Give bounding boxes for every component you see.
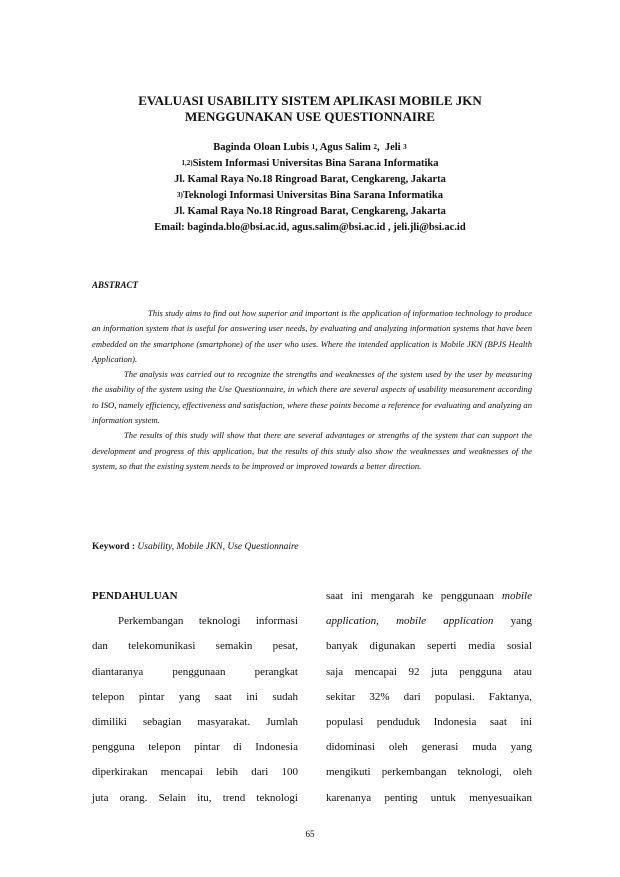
body-right-column	[326, 584, 532, 811]
right-line-1	[326, 584, 532, 609]
abstract-paragraph-1: This study aims to find out how superior and important is the application of information technology to produce an information system that is useful for answering user needs, by evaluating and analyzing information systems that have been embedded on the smartphone (smartphone) of the user who uses. Where the intended application is Mobile JKN (BPJS Health Application).	[92, 308, 532, 364]
affiliation-2-address: Jl. Kamal Raya No.18 Ringroad Barat, Cengkareng, Jakarta	[174, 206, 446, 217]
left-line-7: diperkirakan mencapai lebih dari 100	[92, 766, 298, 779]
right-line-5: sekitar 32% dari populasi. Faktanya,	[326, 690, 532, 703]
left-line-2: dan telekomunikasi semakin pesat,	[92, 640, 298, 653]
author-sup-3: 3	[403, 143, 407, 151]
left-line-8: juta orang. Selain itu, trend teknologi	[92, 791, 298, 804]
author-name-1: Baginda Oloan Lubis	[213, 142, 309, 153]
author-line: Baginda Oloan Lubis $^1$, Agus Salim $^2$, Jeli $^3$	[213, 142, 407, 153]
section-title: PENDAHULUAN	[92, 590, 178, 602]
author-name-2: Agus Salim	[319, 142, 371, 153]
right-line-6: populasi penduduk Indonesia saat ini	[326, 716, 532, 729]
abstract-paragraph-3: The results of this study will show that there are several advantages or strengths of the system that can support the development and progress of this application, but the results of this study also show the weaknesses and weaknesses of the system, so that the existing system needs to be improved or improved towards a better direction.	[92, 430, 532, 471]
affiliation-1-sup: 1,2)	[181, 159, 193, 167]
right-line-8: mengikuti perkembangan teknologi, oleh	[326, 766, 532, 779]
author-sup-2: 2	[373, 143, 377, 151]
left-line-5: dimiliki sebagian masyarakat. Jumlah	[92, 716, 298, 729]
affiliation-2-sup: 3)	[177, 191, 183, 199]
keyword-label: Keyword :	[92, 542, 136, 552]
right-line-2-italic-b: mobile application	[396, 615, 494, 628]
abstract-paragraph-2: The analysis was carried out to recognize the strengths and weaknesses of the system used by the user by measuring the usability of the system using the Use Questionnaire, in which there are several aspects of usability measurement according to ISO, namely efficiency, effectiveness and satisfaction, where these points become a reference for evaluating and analyzing an information system.	[92, 369, 532, 426]
right-line-1-italic: mobile	[502, 590, 532, 602]
right-line-3: banyak digunakan seperti media sosial	[326, 640, 532, 653]
right-line-2	[326, 609, 532, 634]
page-number: 65	[305, 829, 315, 839]
paper-title-line-1: EVALUASI USABILITY SISTEM APLIKASI MOBILE JKN	[138, 93, 482, 108]
author-sup-1: 1	[311, 143, 316, 151]
right-line-4: saja mencapai 92 juta pengguna atau	[326, 665, 532, 678]
right-line-9: karenanya penting untuk menyesuaikan	[326, 791, 532, 804]
body-left-column	[92, 584, 298, 811]
email-line: Email: baginda.blo@bsi.ac.id, agus.salim@bsi.ac.id , jeli.jli@bsi.ac.id	[154, 222, 466, 233]
right-line-1-text: saat ini mengarah ke penggunaan	[326, 590, 503, 602]
left-line-4: telepon pintar yang saat ini sudah	[92, 690, 298, 703]
left-line-6: pengguna telepon pintar di Indonesia	[92, 741, 298, 754]
affiliation-2-name: Teknologi Informasi Universitas Bina Sarana Informatika	[182, 190, 443, 201]
abstract-heading: ABSTRACT	[92, 280, 139, 290]
affiliation-1-name: Sistem Informasi Universitas Bina Sarana Informatika	[192, 158, 439, 169]
left-line-1: Perkembangan teknologi informasi	[118, 615, 298, 628]
affiliation-1	[40, 156, 580, 173]
paper-title-line-2: MENGGUNAKAN USE QUESTIONNAIRE	[185, 109, 435, 124]
author-name-3: Jeli	[384, 142, 401, 153]
affiliation-1-address: Jl. Kamal Raya No.18 Ringroad Barat, Cengkareng, Jakarta	[174, 174, 446, 185]
abstract-body	[92, 306, 532, 474]
keyword-line	[92, 542, 299, 552]
affiliation-2	[40, 188, 580, 205]
right-line-2-text: yang	[493, 615, 532, 628]
right-line-2-italic-a: application	[326, 615, 377, 628]
keyword-value: Usability, Mobile JKN, Use Questionnaire	[137, 542, 299, 552]
right-line-7: didominasi oleh generasi muda yang	[326, 741, 532, 754]
left-line-3: diantaranya penggunaan perangkat	[92, 665, 298, 678]
right-line-2-comma: ,	[376, 615, 397, 628]
